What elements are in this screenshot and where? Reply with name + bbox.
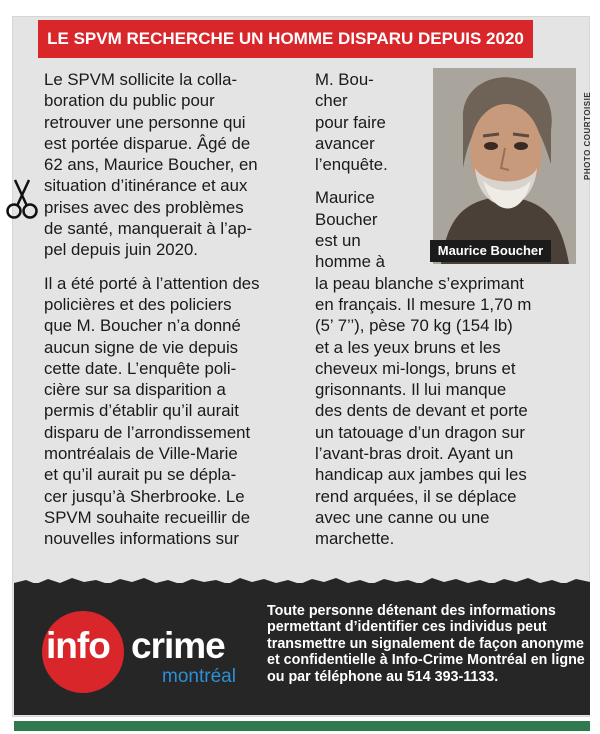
portrait-illustration [433,68,576,264]
article-column-left [44,69,314,562]
footer-contact-text: Toute personne détenant des informations permettant d’identifier ces individus peut transmettre un signalement de façon anonyme et confidentielle à Info-Crime Montréal en ligne ou par téléphone au 514 393-1133. [267,603,585,685]
headline-banner: LE SPVM RECHERCHE UN HOMME DISPARU DEPUIS 2020 [38,20,533,58]
portrait-photo [433,68,576,264]
photo-caption: Maurice Boucher [430,240,551,262]
scissors-icon [5,178,39,220]
logo-info-text: info [46,625,110,666]
photo-credit: PHOTO COURTOISIE [583,91,592,180]
logo-city-text: montréal [162,666,236,687]
article-paragraph: Il a été porté à l’attention des policières et des policiers que M. Boucher n’a donné aucun signe de vie depuis cette date. L’enquête poli- cière sur sa disparition a permis d’établir qu’il aurait disparu de l’arrondissement montréalais de Ville-Marie et qu’il aurait pu se dépla- cer jusqu’à Sherbrooke. Le SPVM souhaite recueillir de nouvelles informations sur [44,273,260,549]
article-paragraph: Maurice Boucher est un homme à la peau blanche s’exprimant en français. Il mesure 1,70 m (5’ 7’’), pèse 70 kg (154 lb) et a les yeux bruns et les cheveux mi-longs, bruns et grisonnants. Il lui manque des dents de devant et porte un tatouage d’un dragon sur l’avant-bras droit. Ayant un handicap aux jambes qui les rend arquées, il se déplace avec une canne ou une marchette. [315,188,532,549]
bottom-accent-bar [14,721,590,731]
article-paragraph: Le SPVM sollicite la colla- boration du public pour retrouver une personne qui est portée disparue. Âgé de 62 ans, Maurice Boucher, en situation d’itinérance et aux prises avec des problèmes de santé, manquerait à l’ap- pel depuis juin 2020. [44,70,258,260]
article-paragraph: M. Bou- cher pour faire avancer l’enquête. [315,70,388,175]
logo-crime-text: crime [131,625,225,666]
